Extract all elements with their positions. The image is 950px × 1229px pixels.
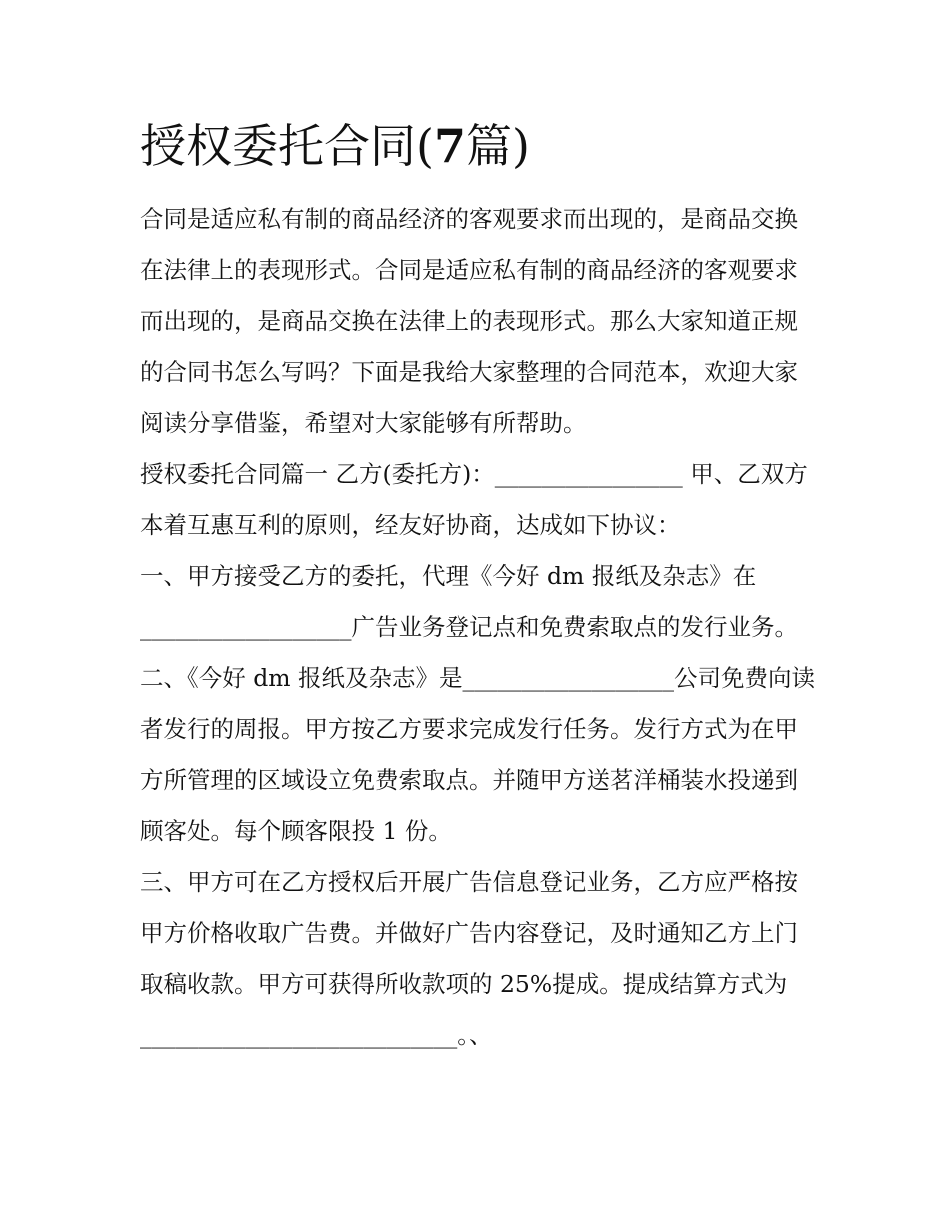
document-page bbox=[140, 112, 820, 1061]
title-suffix: 篇) bbox=[465, 119, 530, 173]
intro-paragraph: 合同是适应私有制的商品经济的客观要求而出现的，是商品交换在法律上的表现形式。合同是适应私有制的商品经济的客观要求而出现的，是商品交换在法律上的表现形式。那么大家知道正规的合同书怎么写吗？下面是我给大家整理的合同范本，欢迎大家阅读分享借鉴，希望对大家能够有所帮助。 bbox=[140, 205, 798, 437]
title-number: 7 bbox=[433, 119, 466, 173]
clause-1: 一、甲方接受乙方的委托，代理《今好 dm 报纸及杂志》在__________________广告业务登记点和免费索取点的发行业务。 bbox=[140, 562, 798, 641]
document-title bbox=[140, 112, 820, 180]
contract-preamble: 授权委托合同篇一 乙方(委托方)：________________ 甲、乙双方本着互惠互利的原则，经友好协商，达成如下协议： bbox=[140, 460, 808, 539]
title-prefix: 授权委托合同( bbox=[140, 119, 434, 173]
clause-3: 三、甲方可在乙方授权后开展广告信息登记业务，乙方应严格按甲方价格收取广告费。并做好广告内容登记，及时通知乙方上门取稿收款。甲方可获得所收款项的 25%提成。提成结算方式为___________________________。、 bbox=[140, 868, 798, 1049]
clause-2: 二、《今好 dm 报纸及杂志》是__________________公司免费向读者发行的周报。甲方按乙方要求完成发行任务。发行方式为在甲方所管理的区域设立免费索取点。并随甲方送茗洋桶装水投递到顾客处。每个顾客限投 1 份。 bbox=[140, 664, 816, 845]
